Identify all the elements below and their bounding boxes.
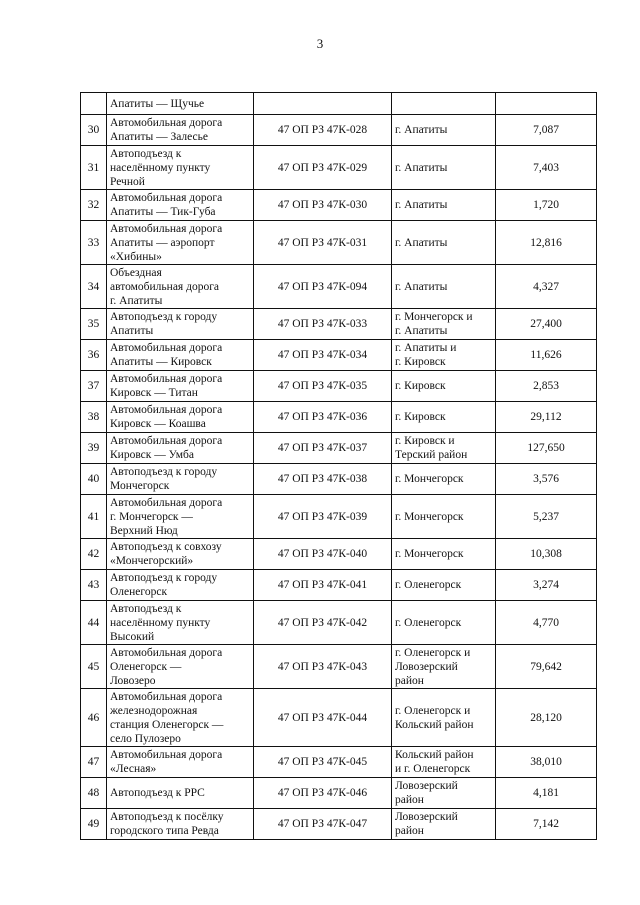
cell-number: 44 xyxy=(81,601,107,645)
table-row xyxy=(81,464,597,495)
cell-length: 79,642 xyxy=(496,645,597,689)
cell-municipality: г. Мончегорск xyxy=(392,539,496,570)
cell-road-name: Автоподъезд к совхозу «Мончегорский» xyxy=(107,539,254,570)
table-row xyxy=(81,115,597,146)
cell-number: 39 xyxy=(81,433,107,464)
cell-municipality: г. Мончегорск и г. Апатиты xyxy=(392,309,496,340)
table-row xyxy=(81,146,597,190)
cell-length: 4,770 xyxy=(496,601,597,645)
cell-road-name: Автомобильная дорога Кировск — Титан xyxy=(107,371,254,402)
table-row-continuation xyxy=(81,93,597,115)
cell-road-id: 47 ОП РЗ 47К-045 xyxy=(254,747,392,778)
cell-length: 7,142 xyxy=(496,809,597,840)
cell-municipality: Ловозерский район xyxy=(392,809,496,840)
cell-municipality: г. Оленегорск xyxy=(392,601,496,645)
cell-municipality: г. Апатиты xyxy=(392,115,496,146)
cell-municipality: г. Оленегорск xyxy=(392,570,496,601)
cell-road-id: 47 ОП РЗ 47К-033 xyxy=(254,309,392,340)
table-row xyxy=(81,809,597,840)
cell-length: 3,274 xyxy=(496,570,597,601)
page-number: 3 xyxy=(316,36,324,51)
cell-number: 30 xyxy=(81,115,107,146)
cell-number xyxy=(81,93,107,115)
cell-municipality: г. Апатиты xyxy=(392,190,496,221)
cell-number: 38 xyxy=(81,402,107,433)
cell-road-name: Автомобильная дорога «Лесная» xyxy=(107,747,254,778)
table-row xyxy=(81,495,597,539)
cell-municipality: Кольский район и г. Оленегорск xyxy=(392,747,496,778)
cell-road-id: 47 ОП РЗ 47К-038 xyxy=(254,464,392,495)
table-row xyxy=(81,778,597,809)
cell-municipality: г. Кировск и Терский район xyxy=(392,433,496,464)
cell-number: 36 xyxy=(81,340,107,371)
cell-municipality: г. Оленегорск и Ловозерский район xyxy=(392,645,496,689)
cell-road-name: Автоподъезд к городу Мончегорск xyxy=(107,464,254,495)
cell-number: 40 xyxy=(81,464,107,495)
cell-number: 33 xyxy=(81,221,107,265)
table-row xyxy=(81,190,597,221)
table-body xyxy=(81,93,597,840)
table-row xyxy=(81,601,597,645)
cell-length: 12,816 xyxy=(496,221,597,265)
cell-length: 3,576 xyxy=(496,464,597,495)
cell-road-id: 47 ОП РЗ 47К-040 xyxy=(254,539,392,570)
cell-municipality: г. Апатиты и г. Кировск xyxy=(392,340,496,371)
cell-length: 28,120 xyxy=(496,689,597,747)
cell-road-name: Автоподъезд к посёлку городского типа Ревда xyxy=(107,809,254,840)
cell-road-id: 47 ОП РЗ 47К-029 xyxy=(254,146,392,190)
cell-number: 31 xyxy=(81,146,107,190)
cell-length: 27,400 xyxy=(496,309,597,340)
cell-number: 37 xyxy=(81,371,107,402)
cell-road-name: Автоподъезд к городу Оленегорск xyxy=(107,570,254,601)
cell-length: 2,853 xyxy=(496,371,597,402)
cell-number: 41 xyxy=(81,495,107,539)
cell-road-name: Автоподъезд к населённому пункту Речной xyxy=(107,146,254,190)
cell-municipality: г. Апатиты xyxy=(392,221,496,265)
cell-road-id: 47 ОП РЗ 47К-047 xyxy=(254,809,392,840)
cell-number: 49 xyxy=(81,809,107,840)
cell-road-id: 47 ОП РЗ 47К-037 xyxy=(254,433,392,464)
cell-road-name: Апатиты — Щучье xyxy=(107,93,254,115)
cell-road-name: Объездная автомобильная дорога г. Апатиты xyxy=(107,265,254,309)
cell-municipality xyxy=(392,93,496,115)
table-row xyxy=(81,309,597,340)
cell-road-name: Автомобильная дорога Оленегорск — Ловозеро xyxy=(107,645,254,689)
table-row xyxy=(81,570,597,601)
cell-municipality: г. Апатиты xyxy=(392,265,496,309)
cell-length: 4,181 xyxy=(496,778,597,809)
cell-number: 46 xyxy=(81,689,107,747)
cell-length: 127,650 xyxy=(496,433,597,464)
roads-table xyxy=(80,92,597,840)
table-row xyxy=(81,689,597,747)
cell-road-id: 47 ОП РЗ 47К-028 xyxy=(254,115,392,146)
cell-length: 11,626 xyxy=(496,340,597,371)
table-row xyxy=(81,371,597,402)
cell-length: 10,308 xyxy=(496,539,597,570)
cell-number: 35 xyxy=(81,309,107,340)
cell-road-id: 47 ОП РЗ 47К-046 xyxy=(254,778,392,809)
cell-road-id: 47 ОП РЗ 47К-031 xyxy=(254,221,392,265)
cell-road-name: Автомобильная дорога Апатиты — Тик-Губа xyxy=(107,190,254,221)
cell-road-id: 47 ОП РЗ 47К-094 xyxy=(254,265,392,309)
cell-road-id: 47 ОП РЗ 47К-044 xyxy=(254,689,392,747)
cell-municipality: г. Апатиты xyxy=(392,146,496,190)
cell-number: 32 xyxy=(81,190,107,221)
cell-road-name: Автомобильная дорога Апатиты — аэропорт «Хибины» xyxy=(107,221,254,265)
cell-length: 4,327 xyxy=(496,265,597,309)
cell-municipality: Ловозерский район xyxy=(392,778,496,809)
cell-number: 47 xyxy=(81,747,107,778)
cell-length xyxy=(496,93,597,115)
cell-municipality: г. Кировск xyxy=(392,371,496,402)
cell-road-id: 47 ОП РЗ 47К-036 xyxy=(254,402,392,433)
cell-municipality: г. Оленегорск и Кольский район xyxy=(392,689,496,747)
cell-length: 1,720 xyxy=(496,190,597,221)
cell-road-id xyxy=(254,93,392,115)
cell-road-name: Автомобильная дорога железнодорожная станция Оленегорск — село Пулозеро xyxy=(107,689,254,747)
cell-road-id: 47 ОП РЗ 47К-041 xyxy=(254,570,392,601)
cell-road-name: Автомобильная дорога Апатиты — Кировск xyxy=(107,340,254,371)
table-row xyxy=(81,645,597,689)
cell-number: 45 xyxy=(81,645,107,689)
cell-length: 7,087 xyxy=(496,115,597,146)
cell-road-id: 47 ОП РЗ 47К-043 xyxy=(254,645,392,689)
cell-number: 42 xyxy=(81,539,107,570)
cell-length: 38,010 xyxy=(496,747,597,778)
cell-road-name: Автоподъезд к РРС xyxy=(107,778,254,809)
cell-municipality: г. Мончегорск xyxy=(392,495,496,539)
cell-road-id: 47 ОП РЗ 47К-042 xyxy=(254,601,392,645)
table-row xyxy=(81,433,597,464)
cell-road-name: Автомобильная дорога Апатиты — Залесье xyxy=(107,115,254,146)
cell-road-name: Автоподъезд к городу Апатиты xyxy=(107,309,254,340)
cell-number: 34 xyxy=(81,265,107,309)
cell-road-id: 47 ОП РЗ 47К-030 xyxy=(254,190,392,221)
cell-length: 5,237 xyxy=(496,495,597,539)
cell-road-name: Автомобильная дорога г. Мончегорск — Верхний Нюд xyxy=(107,495,254,539)
cell-road-name: Автоподъезд к населённому пункту Высокий xyxy=(107,601,254,645)
table-row xyxy=(81,340,597,371)
table-row xyxy=(81,221,597,265)
cell-road-id: 47 ОП РЗ 47К-034 xyxy=(254,340,392,371)
cell-road-id: 47 ОП РЗ 47К-039 xyxy=(254,495,392,539)
cell-municipality: г. Мончегорск xyxy=(392,464,496,495)
cell-number: 48 xyxy=(81,778,107,809)
cell-length: 29,112 xyxy=(496,402,597,433)
cell-municipality: г. Кировск xyxy=(392,402,496,433)
table-row xyxy=(81,402,597,433)
cell-road-id: 47 ОП РЗ 47К-035 xyxy=(254,371,392,402)
cell-road-name: Автомобильная дорога Кировск — Коашва xyxy=(107,402,254,433)
table-row xyxy=(81,747,597,778)
cell-length: 7,403 xyxy=(496,146,597,190)
table-row xyxy=(81,265,597,309)
cell-number: 43 xyxy=(81,570,107,601)
table-row xyxy=(81,539,597,570)
cell-road-name: Автомобильная дорога Кировск — Умба xyxy=(107,433,254,464)
